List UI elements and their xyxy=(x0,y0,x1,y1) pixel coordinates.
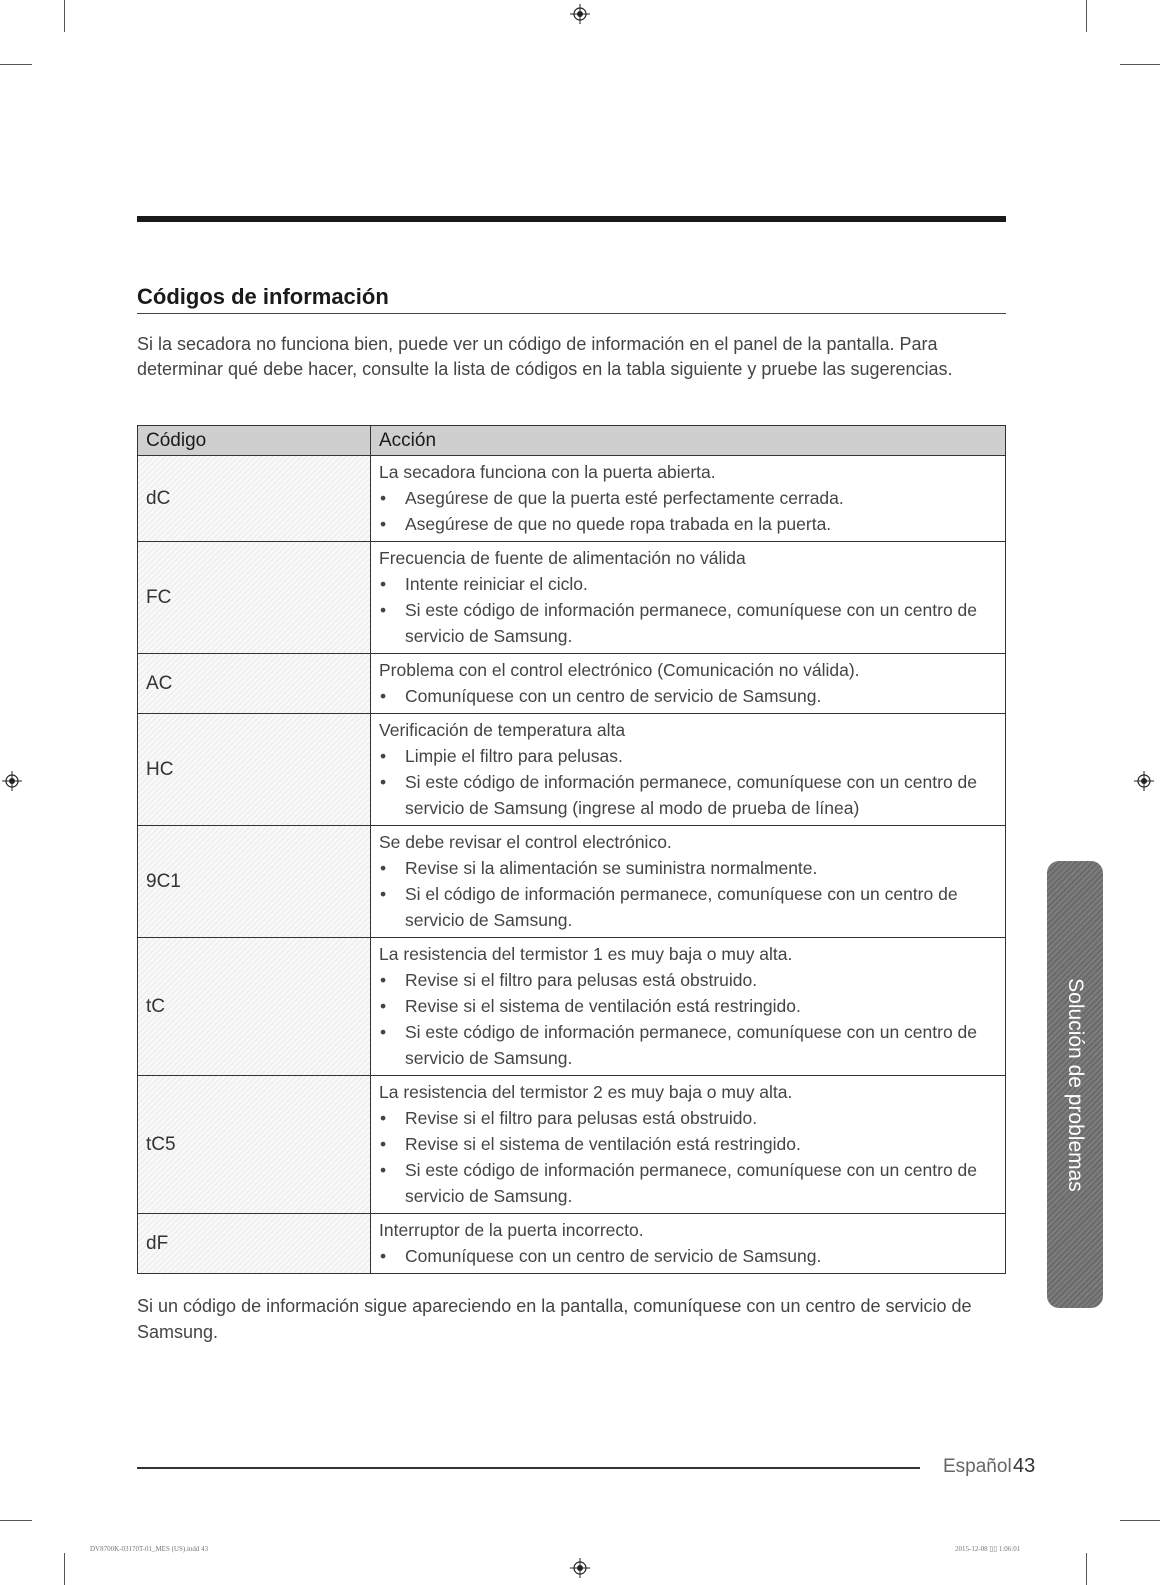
action-cell xyxy=(371,456,1006,542)
crop-mark xyxy=(1120,64,1160,65)
crop-mark xyxy=(64,0,65,32)
chapter-tab-label: Solución de problemas xyxy=(1064,977,1087,1192)
code-cell: HC xyxy=(138,714,371,826)
section-top-rule xyxy=(137,216,1006,222)
header-code: Código xyxy=(138,426,371,456)
print-date-imprint: 2015-12-08 ▯▯ 1:06:01 xyxy=(955,1545,1021,1553)
condition-text: Se debe revisar el control electrónico. xyxy=(379,832,672,852)
step-list xyxy=(379,683,997,709)
crop-mark xyxy=(1120,1520,1160,1521)
chapter-side-tab xyxy=(1047,861,1103,1308)
crop-mark xyxy=(1086,1553,1087,1585)
step-list xyxy=(379,855,997,933)
condition-text: Interruptor de la puerta incorrecto. xyxy=(379,1220,644,1240)
step-list xyxy=(379,967,997,1071)
condition-text: Problema con el control electrónico (Comunicación no válida). xyxy=(379,660,860,680)
action-cell xyxy=(371,714,1006,826)
crop-mark xyxy=(0,1520,32,1521)
table-row xyxy=(138,542,1006,654)
step-list xyxy=(379,743,997,821)
page-number: 43 xyxy=(1013,1455,1036,1477)
step-item: • Si este código de información permanece, comuníquese con un centro de servicio de Samsung. xyxy=(405,597,997,649)
header-action: Acción xyxy=(371,426,1006,456)
action-cell xyxy=(371,1214,1006,1274)
print-file-imprint: DV8700K-03170T-01_MES (US).indd 43 xyxy=(90,1545,209,1553)
code-cell: AC xyxy=(138,654,371,714)
page-language: Español xyxy=(943,1456,1012,1477)
condition-text: Frecuencia de fuente de alimentación no válida xyxy=(379,548,746,568)
step-item: • Revise si la alimentación se suministra normalmente. xyxy=(405,855,997,881)
step-item: • Comuníquese con un centro de servicio de Samsung. xyxy=(405,683,997,709)
crop-mark xyxy=(1086,0,1087,32)
condition-text: La resistencia del termistor 2 es muy baja o muy alta. xyxy=(379,1082,793,1102)
table-header-row xyxy=(138,426,1006,456)
step-item: • Si este código de información permanece, comuníquese con un centro de servicio de Samsung. xyxy=(405,1157,997,1209)
registration-mark-icon xyxy=(1134,771,1154,791)
code-cell: dF xyxy=(138,1214,371,1274)
crop-mark xyxy=(0,64,32,65)
crop-mark xyxy=(64,1553,65,1585)
table-row xyxy=(138,1214,1006,1274)
step-list xyxy=(379,571,997,649)
table-row xyxy=(138,654,1006,714)
code-cell: FC xyxy=(138,542,371,654)
step-item: • Revise si el filtro para pelusas está obstruido. xyxy=(405,967,997,993)
section-intro: Si la secadora no funciona bien, puede ver un código de información en el panel de la pantalla. Para determinar qué debe hacer, consulte la lista de códigos en la tabla siguiente y pruebe las sugerencias. xyxy=(137,334,953,379)
step-list xyxy=(379,485,997,537)
code-cell: 9C1 xyxy=(138,826,371,938)
table-row xyxy=(138,1076,1006,1214)
footer-note: Si un código de información sigue apareciendo en la pantalla, comuníquese con un centro de servicio de Samsung. xyxy=(137,1296,972,1342)
table-row xyxy=(138,456,1006,542)
step-item: • Comuníquese con un centro de servicio de Samsung. xyxy=(405,1243,997,1269)
table-row xyxy=(138,938,1006,1076)
step-item: • Asegúrese de que no quede ropa trabada en la puerta. xyxy=(405,511,997,537)
registration-mark-icon xyxy=(2,771,22,791)
step-item: • Si este código de información permanece, comuníquese con un centro de servicio de Samsung (ingrese al modo de prueba de línea) xyxy=(405,769,997,821)
action-cell xyxy=(371,938,1006,1076)
step-item: • Revise si el sistema de ventilación está restringido. xyxy=(405,1131,997,1157)
condition-text: Verificación de temperatura alta xyxy=(379,720,626,740)
code-cell: tC xyxy=(138,938,371,1076)
registration-mark-icon xyxy=(570,4,590,24)
step-item: • Revise si el sistema de ventilación está restringido. xyxy=(405,993,997,1019)
action-cell xyxy=(371,1076,1006,1214)
action-cell xyxy=(371,654,1006,714)
registration-mark-icon xyxy=(570,1558,590,1578)
step-item: • Asegúrese de que la puerta esté perfectamente cerrada. xyxy=(405,485,997,511)
step-item: • Si este código de información permanece, comuníquese con un centro de servicio de Samsung. xyxy=(405,1019,997,1071)
action-cell xyxy=(371,542,1006,654)
step-list xyxy=(379,1243,997,1269)
table-row xyxy=(138,714,1006,826)
footer-rule xyxy=(137,1467,920,1469)
condition-text: La secadora funciona con la puerta abierta. xyxy=(379,462,716,482)
action-cell xyxy=(371,826,1006,938)
step-item: • Revise si el filtro para pelusas está obstruido. xyxy=(405,1105,997,1131)
info-codes-table xyxy=(137,425,1006,1274)
step-item: • Intente reiniciar el ciclo. xyxy=(405,571,997,597)
step-list xyxy=(379,1105,997,1209)
code-cell: dC xyxy=(138,456,371,542)
step-item: • Si el código de información permanece, comuníquese con un centro de servicio de Samsung. xyxy=(405,881,997,933)
step-item: • Limpie el filtro para pelusas. xyxy=(405,743,997,769)
code-cell: tC5 xyxy=(138,1076,371,1214)
table-row xyxy=(138,826,1006,938)
section-title: Códigos de información xyxy=(137,284,1006,314)
condition-text: La resistencia del termistor 1 es muy baja o muy alta. xyxy=(379,944,793,964)
